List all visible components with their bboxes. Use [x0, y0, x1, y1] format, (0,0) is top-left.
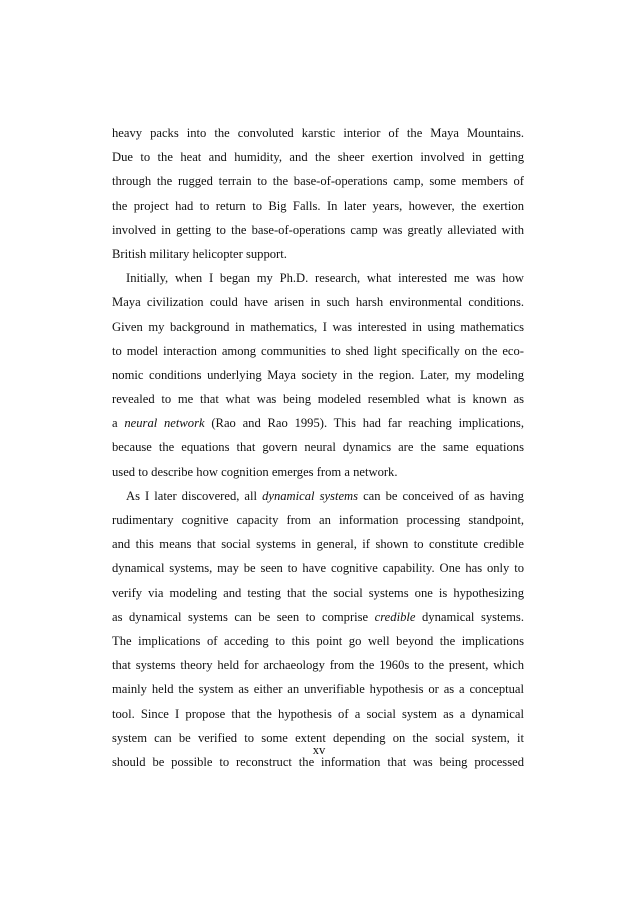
text-line: involved in getting to the base-of-operations camp was greatly alleviated with: [112, 222, 524, 237]
text-line: revealed to me that what was being modeled resembled what is known as: [112, 392, 524, 407]
text-line: Due to the heat and humidity, and the sheer exertion involved in getting: [112, 150, 524, 165]
text-fragment: dynamical systems.: [421, 609, 524, 624]
text-line: Initially, when I began my Ph.D. research, what interested me was how: [126, 271, 524, 286]
text-line: heavy packs into the convoluted karstic interior of the Maya Mountains.: [112, 126, 524, 140]
text-fragment: As I later discovered, all: [126, 488, 258, 503]
text-line: tool. Since I propose that the hypothesis of a social system as a dynamical: [112, 706, 524, 721]
text-fragment: as dynamical systems can be seen to comprise: [112, 609, 369, 624]
text-line: [112, 605, 524, 629]
body-text: [112, 121, 524, 774]
text-line: to model interaction among communities to shed light specifically on the eco-: [112, 343, 524, 358]
text-line: Given my background in mathematics, I was interested in using mathematics: [112, 319, 524, 334]
text-line: The implications of acceding to this point go well beyond the implications: [112, 633, 524, 648]
emphasis-dynamical-systems: dynamical systems: [262, 488, 359, 503]
page-number: xv: [312, 743, 326, 757]
text-fragment: can be conceived of as having: [363, 488, 524, 503]
text-line: the project had to return to Big Falls. In later years, however, the exertion: [112, 198, 524, 213]
text-fragment: a: [112, 416, 118, 431]
text-line: [112, 484, 524, 508]
text-line: British military helicopter support.: [112, 246, 287, 261]
text-line: nomic conditions underlying Maya society in the region. Later, my modeling: [112, 367, 524, 382]
text-line: rudimentary cognitive capacity from an information processing standpoint,: [112, 513, 524, 527]
text-line: [112, 411, 524, 435]
text-line: system can be verified to some extent depending on the social system, it: [112, 730, 524, 745]
text-line: that systems theory held for archaeology from the 1960s to the present, which: [112, 658, 524, 673]
text-line: should be possible to reconstruct the information that was being processed: [112, 754, 524, 769]
text-line: because the equations that govern neural dynamics are the same equations: [112, 440, 524, 455]
emphasis-neural-network: neural network: [124, 416, 205, 431]
text-fragment: (Rao and Rao 1995). This had far reaching implications,: [211, 416, 524, 431]
text-line: through the rugged terrain to the base-of-operations camp, some members of: [112, 174, 524, 189]
text-line: Maya civilization could have arisen in such harsh environmental conditions.: [112, 295, 524, 310]
text-line: dynamical systems, may be seen to have cognitive capability. One has only to: [112, 561, 524, 576]
text-line: and this means that social systems in general, if shown to constitute credible: [112, 537, 524, 552]
text-line: verify via modeling and testing that the social systems one is hypothesizing: [112, 585, 524, 600]
emphasis-credible: credible: [374, 609, 416, 624]
text-line: mainly held the system as either an unverifiable hypothesis or as a conceptual: [112, 682, 524, 697]
text-line: used to describe how cognition emerges from a network.: [112, 464, 398, 479]
